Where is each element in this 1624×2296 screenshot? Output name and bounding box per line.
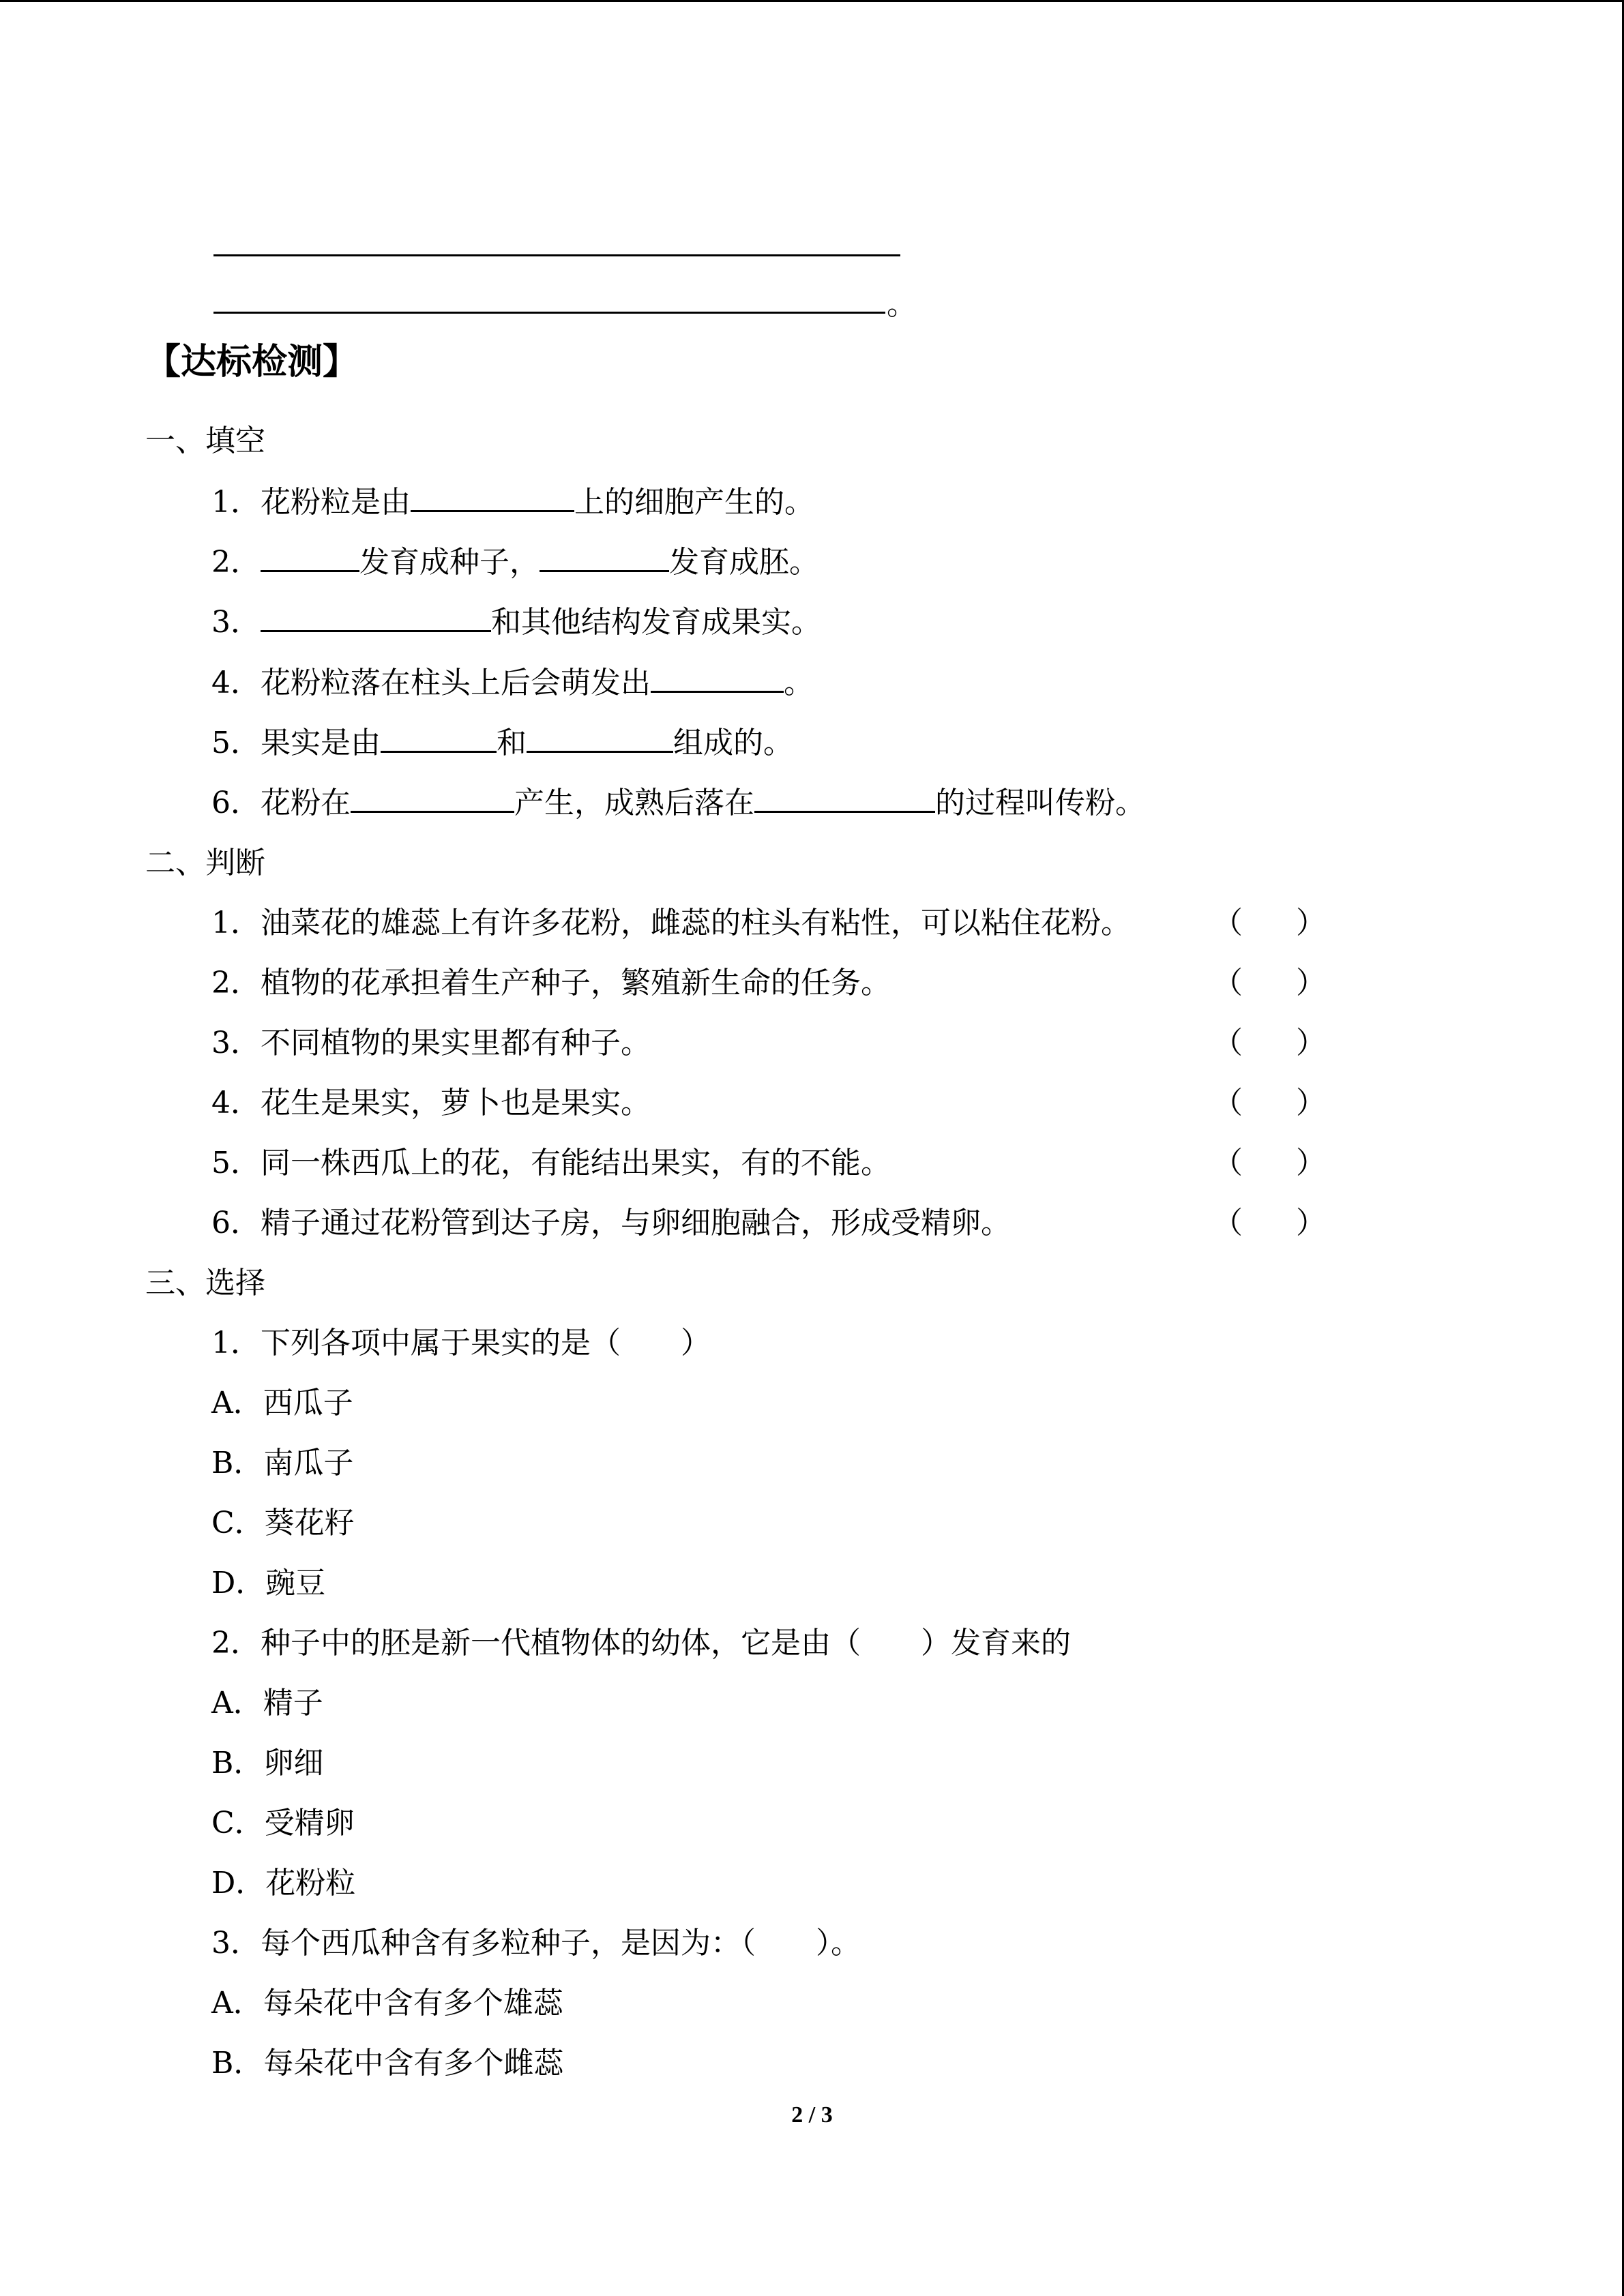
- judge-item-6: 6．精子通过花粉管到达子房，与卵细胞融合，形成受精卵。 （ ）: [0, 1193, 1624, 1253]
- answer-blank[interactable]: [527, 713, 673, 753]
- fill-blank-title: 一、填空: [145, 423, 265, 458]
- answer-blank[interactable]: [261, 532, 359, 572]
- choice-option[interactable]: D．豌豆: [211, 1566, 326, 1600]
- choice-option[interactable]: A．西瓜子: [211, 1386, 353, 1420]
- choice-option[interactable]: D．花粉粒: [211, 1866, 356, 1900]
- answer-paren-open: （: [1213, 1086, 1243, 1120]
- choice-option[interactable]: B．南瓜子: [211, 1446, 354, 1480]
- answer-blank[interactable]: [411, 472, 574, 512]
- judge-item-1: 1．油菜花的雄蕊上有许多花粉，雌蕊的柱头有粘性，可以粘住花粉。 （ ）: [0, 893, 1624, 953]
- answer-paren-close: ）: [1296, 906, 1326, 940]
- judge-title: 二、判断: [145, 846, 265, 880]
- fill-blank-item-5: 5．果实是由 和 组成的。: [0, 713, 1624, 773]
- fill-blank-item-2: 2． 发育成种子， 发育成胚。: [0, 532, 1624, 592]
- choice-question-2: 2．种子中的胚是新一代植物体的幼体，它是由（ ）发育来的: [211, 1626, 1071, 1660]
- answer-paren-open: （: [1213, 1146, 1243, 1180]
- answer-paren-close: ）: [1296, 1206, 1326, 1240]
- page-number: 2 / 3: [791, 2102, 833, 2128]
- choice-option[interactable]: B．卵细: [211, 1746, 324, 1780]
- answer-paren-open: （: [1213, 1026, 1243, 1060]
- answer-paren-close: ）: [1296, 1146, 1326, 1180]
- judge-item-4: 4．花生是果实，萝卜也是果实。 （ ）: [0, 1073, 1624, 1133]
- choice-option[interactable]: A．每朵花中含有多个雄蕊: [211, 1986, 563, 2021]
- section-heading: 【达标检测】: [145, 342, 359, 383]
- answer-blank[interactable]: [754, 773, 935, 813]
- choice-option[interactable]: B．每朵花中含有多个雌蕊: [211, 2046, 564, 2081]
- answer-line: [213, 254, 900, 256]
- judge-item-3: 3．不同植物的果实里都有种子。 （ ）: [0, 1013, 1624, 1073]
- answer-line: [213, 312, 885, 314]
- answer-paren-open: （: [1213, 906, 1243, 940]
- choice-option[interactable]: A．精子: [211, 1686, 323, 1720]
- answer-blank[interactable]: [261, 592, 491, 632]
- answer-paren-close: ）: [1296, 1086, 1326, 1120]
- answer-paren-close: ）: [1296, 1026, 1326, 1060]
- choice-question-1: 1．下列各项中属于果实的是（ ）: [211, 1326, 711, 1360]
- fill-blank-item-1: 1．花粉粒是由 上的细胞产生的。: [0, 472, 1624, 532]
- answer-paren-open: （: [1213, 966, 1243, 1000]
- judge-item-2: 2．植物的花承担着生产种子，繁殖新生命的任务。 （ ）: [0, 953, 1624, 1013]
- answer-paren-close: ）: [1296, 966, 1326, 1000]
- choice-question-3: 3．每个西瓜种含有多粒种子，是因为：（ ）。: [211, 1926, 861, 1960]
- choice-title: 三、选择: [145, 1266, 265, 1300]
- choice-option[interactable]: C．葵花籽: [211, 1506, 355, 1540]
- answer-blank[interactable]: [651, 653, 784, 693]
- judge-item-5: 5．同一株西瓜上的花，有能结出果实，有的不能。 （ ）: [0, 1133, 1624, 1193]
- answer-blank[interactable]: [351, 773, 514, 813]
- fill-blank-item-3: 3． 和其他结构发育成果实。: [0, 592, 1624, 652]
- answer-blank[interactable]: [540, 532, 669, 572]
- choice-option[interactable]: C．受精卵: [211, 1806, 355, 1840]
- fill-blank-item-6: 6．花粉在 产生，成熟后落在 的过程叫传粉。: [0, 773, 1624, 833]
- end-mark: 。: [887, 287, 917, 322]
- answer-blank[interactable]: [381, 713, 497, 753]
- fill-blank-item-4: 4．花粉粒落在柱头上后会萌发出 。: [0, 653, 1624, 713]
- answer-paren-open: （: [1213, 1206, 1243, 1240]
